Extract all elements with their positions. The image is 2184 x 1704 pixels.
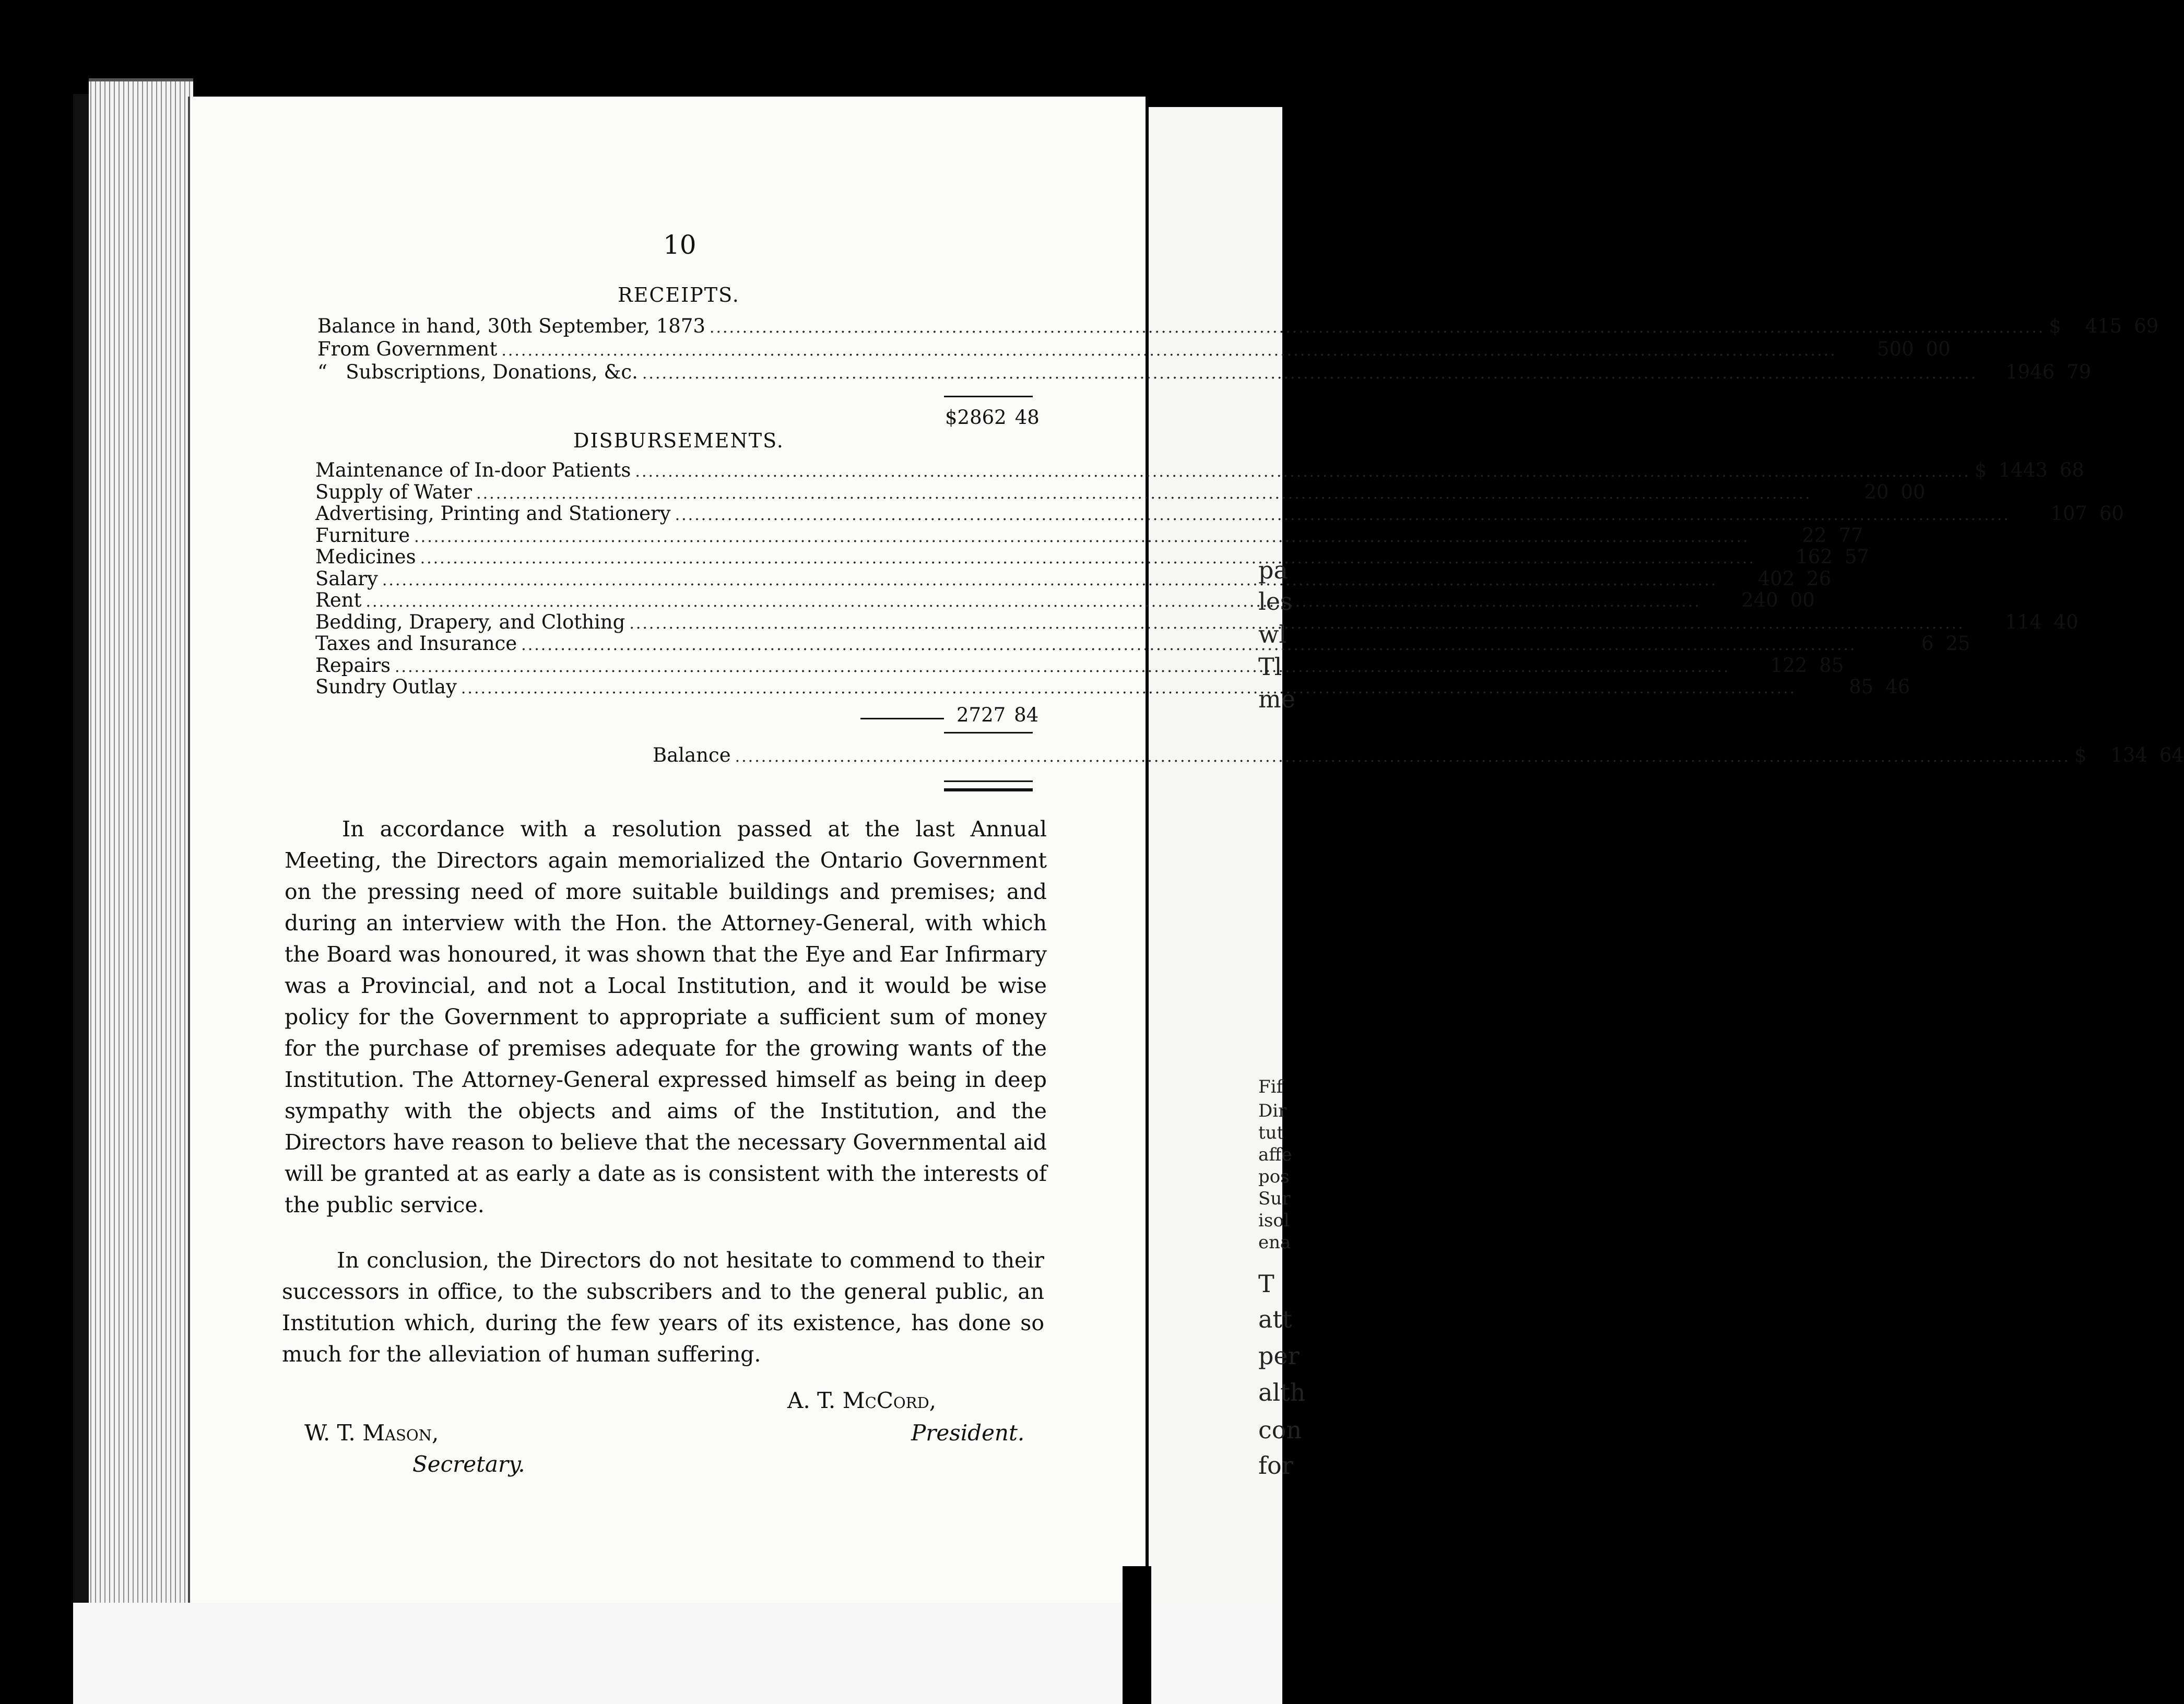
row-amount: 85 [1849,676,1874,698]
row-label: Maintenance of In-door Patients [315,459,631,481]
row-cents: 69 [2134,315,2159,337]
row-label: Rent [315,589,362,611]
facing-page-fragment: pa [1258,556,1288,584]
row-label: Furniture [315,524,410,547]
dot-leader [420,548,1755,570]
receipts-row [317,338,1951,361]
receipts-row [317,361,2092,384]
facing-page-fragment: alth [1258,1378,1306,1406]
row-label: Sundry Outlay [315,676,457,698]
disbursements-total [957,704,1038,726]
row-label: Advertising, Printing and Stationery [315,502,671,525]
dollar-sign: $ [2074,744,2087,766]
dot-leader [476,483,1811,505]
conclusion-paragraph: In conclusion, the Directors do not hesitate to commend to their successors in office, to the subscribers and to the general public, an Institution which, during the few years of its existence, has done so much for the alleviation of human suffering. [282,1248,1044,1367]
dot-leader [501,339,1836,362]
facing-page-fragment: T [1258,1270,1274,1298]
balance-label: Balance [653,744,731,766]
facing-page-fragment: Fif [1258,1076,1283,1097]
sum-rule [944,732,1033,733]
disbursement-row [315,676,1910,698]
dot-leader [382,570,1717,591]
total-cents: 48 [1014,406,1040,429]
row-cents: 57 [1844,546,1869,568]
row-cents: 40 [2053,610,2079,633]
row-label: Repairs [315,654,391,677]
facing-page-fragment: att [1258,1305,1292,1333]
row-cents: 68 [2059,459,2084,481]
facing-page-fragment: affe [1258,1144,1292,1165]
facing-page-fragment: Dir [1258,1100,1287,1121]
dot-leader [675,504,2010,526]
facing-page-fragment: Sur [1258,1188,1291,1209]
row-cents: 85 [1819,654,1844,677]
row-cents: 79 [2067,361,2092,383]
facing-page-fragment: for [1258,1451,1293,1480]
row-cents: 00 [1926,338,1951,360]
double-rule [944,780,1033,782]
row-cents: 26 [1807,567,1832,590]
facing-page-fragment: tut [1258,1122,1284,1143]
row-label: Balance in hand, 30th September, 1873 [317,315,705,337]
receipts-total [945,406,1040,429]
facing-page-fragment: me [1258,685,1295,713]
dollar-sign: $ [2049,315,2061,337]
gutter-shadow [1123,1566,1151,1704]
page-number: 10 [663,230,696,260]
page-edges [89,78,193,1622]
row-cents: 77 [1838,524,1863,547]
sum-rule [860,718,944,719]
row-amount: 1946 [2005,361,2055,383]
row-cents: 46 [1885,676,1910,698]
row-amount: 122 [1770,654,1808,677]
dot-leader [635,461,1970,483]
balance-row [653,744,2184,767]
facing-page-fragment: les [1258,587,1293,616]
row-amount: 22 [1802,524,1827,547]
president-name: A. T. McCord, [787,1388,937,1413]
dot-leader [521,634,1856,656]
balance-cents: 64 [2159,744,2184,766]
row-cents: 00 [1900,480,1926,503]
dollar-sign: $ [1974,459,1987,481]
total-amount: 2727 [957,704,1006,726]
dot-leader [710,316,2045,339]
dot-leader [629,613,1964,635]
facing-page-fragment: con [1258,1416,1302,1444]
disbursement-row [315,502,2124,525]
facing-page-fragment: isol [1258,1210,1290,1231]
row-amount: 107 [2050,502,2087,525]
receipts-table [317,315,2159,384]
row-amount: 415 [2085,315,2122,337]
president-title: President. [911,1420,1025,1446]
dot-leader [414,526,1749,548]
row-label: Salary [315,567,378,590]
total-cents: 84 [1014,704,1039,726]
row-label: Bedding, Drapery, and Clothing [315,610,625,633]
receipts-row [317,315,2159,338]
row-amount: 114 [2005,610,2042,633]
dot-leader [735,746,2070,768]
facing-page-fragment: pos [1258,1166,1290,1187]
row-amount: 6 [1921,632,1934,655]
dot-leader [461,678,1796,700]
row-cents: 25 [1945,632,1970,655]
double-rule [944,788,1033,791]
total-amount: $2862 [945,406,1007,429]
facing-page-fragment: Tl [1258,653,1282,681]
row-cents: 60 [2099,502,2124,525]
secretary-name: W. T. Mason, [304,1420,439,1446]
body-paragraph: In accordance with a resolution passed at the last Annual Meeting, the Directors again memorialized the Ontario Government on the pressing need of more suitable buildings and premises; and during an interview with the Hon. the Attorney-General, with which the Board was honoured, it was shown that the Eye and Ear Infirmary was a Provincial, and not a Local Institution, and it would be wise policy for the Government to appropriate a sufficient sum of money for the purchase of premises adequate for the growing wants of the Institution. The Attorney-General expressed himself as being in deep sympathy with the objects and aims of the Institution, and the Directors have reason to believe that the necessary Governmental aid will be granted at as early a date as is consistent with the interests of the public service. [285,816,1047,1217]
row-label: Taxes and Insurance [315,632,517,655]
disbursement-row [315,480,1926,503]
row-label: “ Subscriptions, Donations, &c. [317,361,638,383]
balance-amount: 134 [2110,744,2147,766]
facing-page-fragment: per [1258,1342,1300,1370]
row-amount: 402 [1757,567,1795,590]
row-amount: 1443 [1998,459,2048,481]
disbursements-heading: DISBURSEMENTS. [573,429,784,452]
row-label: Supply of Water [315,480,473,503]
secretary-title: Secretary. [412,1451,525,1477]
facing-page-fragment: ena [1258,1232,1291,1253]
dot-leader [395,656,1730,678]
row-amount: 20 [1864,480,1889,503]
row-amount: 240 [1741,589,1778,611]
row-amount: 162 [1796,546,1833,568]
row-amount: 500 [1877,338,1914,360]
disbursement-row [315,524,1863,547]
sum-rule [944,396,1033,397]
dot-leader [365,591,1701,613]
row-cents: 00 [1790,589,1815,611]
bottom-margin [73,1603,1282,1704]
facing-page-fragment: wl [1258,620,1287,648]
dot-leader [642,362,1977,385]
disbursement-row [315,546,1869,568]
disbursement-row [315,459,2084,481]
disbursement-row [315,610,2079,633]
row-label: From Government [317,338,498,360]
row-label: Medicines [315,546,416,568]
receipts-heading: RECEIPTS. [618,283,740,306]
